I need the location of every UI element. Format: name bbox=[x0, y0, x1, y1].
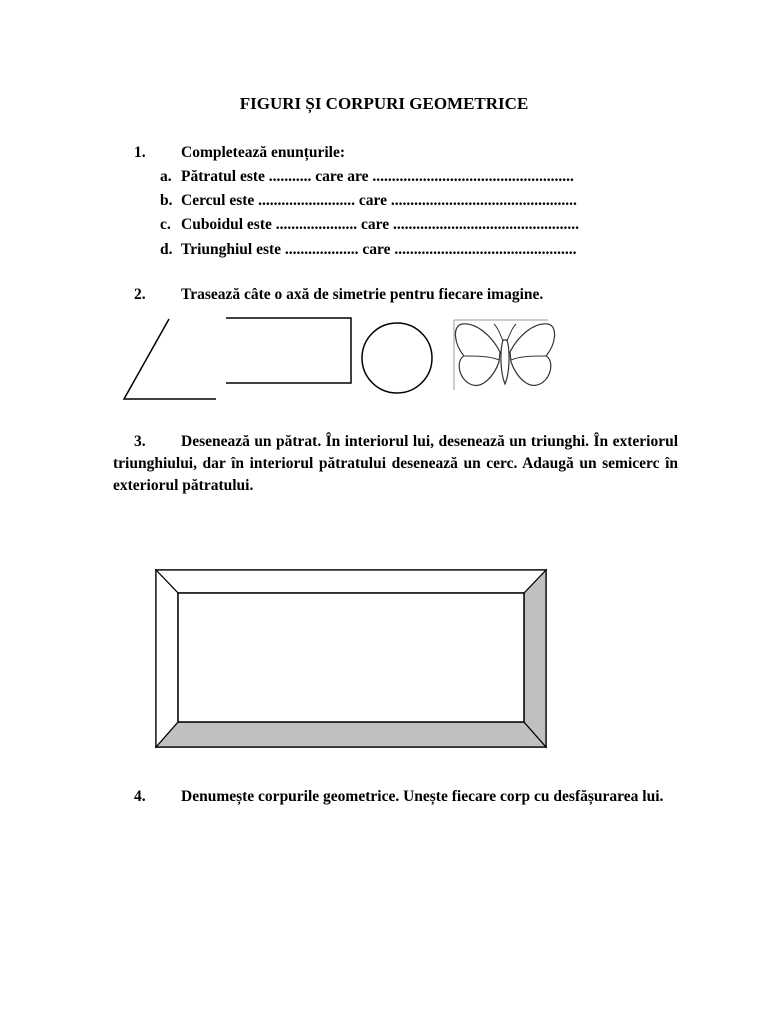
question-3 bbox=[113, 431, 678, 497]
butterfly-icon bbox=[454, 320, 555, 390]
question-4-text: Denumește corpurile geometrice. Unește fiecare corp cu desfășurarea lui. bbox=[181, 788, 664, 805]
question-1-item-b-text: Cercul este ......................... care ................................................ bbox=[181, 192, 577, 209]
question-1-item-c-text: Cuboidul este ..................... care ................................................ bbox=[181, 216, 579, 233]
question-1-item-a-letter: a. bbox=[160, 168, 172, 185]
question-3-text: Desenează un pătrat. În interiorul lui, desenează un triunghi. În exteriorul triunghiului, dar în interiorul pătratului desenează un cerc. Adaugă un semicerc în exteriorul pătratului. bbox=[113, 433, 678, 494]
question-1-number: 1. bbox=[134, 144, 146, 161]
question-4 bbox=[113, 786, 678, 808]
question-1-item-c-letter: c. bbox=[160, 216, 171, 233]
question-1-item-d-text: Triunghiul este ................... care ............................................... bbox=[181, 241, 577, 258]
beveled-frame-drawing bbox=[150, 565, 552, 750]
question-2-number: 2. bbox=[134, 286, 146, 303]
question-1-item-a-text: Pătratul este ........... care are .................................................... bbox=[181, 168, 574, 185]
parallelogram-figure bbox=[124, 319, 216, 399]
question-2-figures bbox=[0, 0, 768, 420]
circle-figure bbox=[362, 323, 432, 393]
rectangle-figure bbox=[226, 318, 351, 383]
question-1-item-b-letter: b. bbox=[160, 192, 173, 209]
question-3-number: 3. bbox=[134, 433, 146, 450]
question-1-item-d-letter: d. bbox=[160, 241, 173, 258]
question-1-text: Completează enunțurile: bbox=[181, 144, 346, 161]
question-4-number: 4. bbox=[134, 788, 146, 805]
page-title: FIGURI ȘI CORPURI GEOMETRICE bbox=[239, 94, 529, 113]
question-2-text: Trasează câte o axă de simetrie pentru fiecare imagine. bbox=[181, 286, 544, 303]
